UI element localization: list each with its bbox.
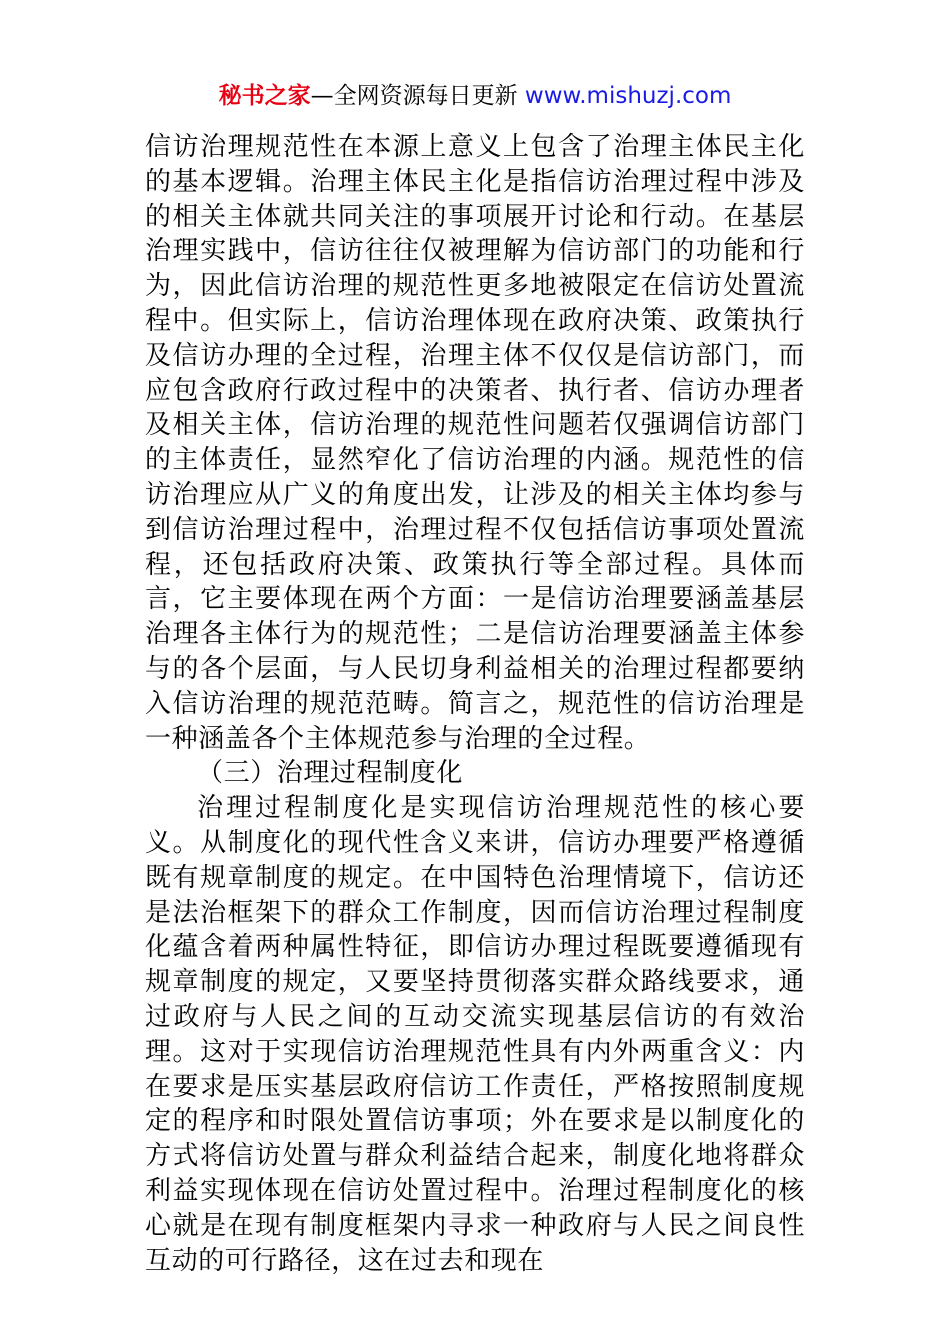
site-url-link[interactable]: www.mishuzj.com (524, 83, 732, 109)
paragraph-2: 治理过程制度化是实现信访治理规范性的核心要义。从制度化的现代性含义来讲，信访办理要严格遵循既有规章制度的规定。在中国特色治理情境下，信访还是法治框架下的群众工作制度，因而信访治理过程制度化蕴含着两种属性特征，即信访办理过程既要遵循现有规章制度的规定，又要坚持贯彻落实群众路线要求，通过政府与人民之间的互动交流实现基层信访的有效治理。这对于实现信访治理规范性具有内外两重含义：内在要求是压实基层政府信访工作责任，严格按照制度规定的程序和时限处置信访事项；外在要求是以制度化的方式将信访处置与群众利益结合起来，制度化地将群众利益实现体现在信访处置过程中。治理过程制度化的核心就是在现有制度框架内寻求一种政府与人民之间良性互动的可行路径，这在过去和现在 (145, 793, 805, 1276)
header-slogan: —全网资源每日更新 (310, 83, 518, 109)
section-heading: （三）治理过程制度化 (197, 758, 464, 789)
paragraph-1: 信访治理规范性在本源上意义上包含了治理主体民主化的基本逻辑。治理主体民主化是指信访治理过程中涉及的相关主体就共同关注的事项展开讨论和行动。在基层治理实践中，信访往往仅被理解为信访部门的功能和行为，因此信访治理的规范性更多地被限定在信访处置流程中。但实际上，信访治理体现在政府决策、政策执行及信访办理的全过程，治理主体不仅仅是信访部门，而应包含政府行政过程中的决策者、执行者、信访办理者及相关主体，信访治理的规范性问题若仅强调信访部门的主体责任，显然窄化了信访治理的内涵。规范性的信访治理应从广义的角度出发，让涉及的相关主体均参与到信访治理过程中，治理过程不仅包括信访事项处置流程，还包括政府决策、政策执行等全部过程。具体而言，它主要体现在两个方面：一是信访治理要涵盖基层治理各主体行为的规范性；二是信访治理要涵盖主体参与的各个层面，与人民切身利益相关的治理过程都要纳入信访治理的规范范畴。简言之，规范性的信访治理是一种涵盖各个主体规范参与治理的全过程。 (145, 132, 805, 754)
document-body (145, 130, 805, 1278)
page-header (0, 80, 950, 112)
brand-name: 秘书之家 (218, 83, 311, 109)
